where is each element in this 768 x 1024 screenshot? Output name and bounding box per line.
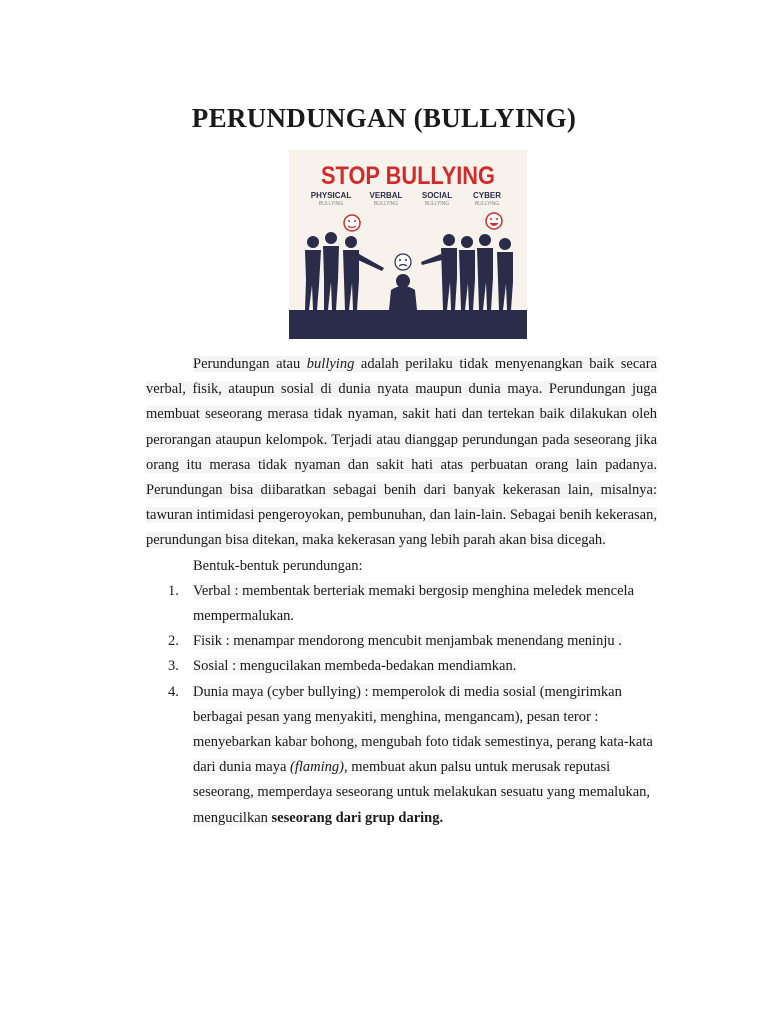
list-item-text: Fisik : menampar mendorong mencubit menjambak menendang meninju . bbox=[193, 633, 622, 650]
intro-italic-term: bullying bbox=[306, 356, 355, 372]
poster-category-cyber: CYBER bbox=[472, 191, 502, 200]
poster-category-verbal-sub: BULLYING bbox=[373, 201, 399, 207]
poster-category-social: SOCIAL bbox=[421, 191, 453, 200]
angry-face-icon bbox=[344, 215, 360, 231]
poster-category-physical: PHYSICAL bbox=[310, 191, 352, 200]
poster-ground bbox=[289, 310, 527, 339]
list-item-number: 1. bbox=[168, 582, 179, 599]
poster-category-social-sub: BULLYING bbox=[424, 201, 450, 207]
list-item bbox=[146, 629, 657, 654]
forms-list bbox=[146, 579, 657, 831]
list-item bbox=[146, 654, 657, 679]
list-item-italic: (flaming) bbox=[290, 759, 345, 776]
list-item bbox=[146, 579, 657, 629]
intro-paragraph bbox=[146, 352, 657, 554]
poster-category-verbal: VERBAL bbox=[369, 191, 403, 200]
list-item-number: 2. bbox=[168, 633, 179, 650]
document-body bbox=[146, 352, 657, 831]
stop-bullying-poster bbox=[289, 150, 527, 339]
sad-face-icon bbox=[395, 254, 411, 270]
list-item-number: 3. bbox=[168, 658, 179, 675]
forms-intro: Bentuk-bentuk perundungan: bbox=[193, 557, 363, 574]
poster-category-physical-sub: BULLYING bbox=[318, 201, 344, 207]
list-item bbox=[146, 680, 657, 831]
poster-heading: STOP BULLYING bbox=[321, 162, 495, 190]
list-item-bold: seseorang dari grup daring. bbox=[271, 809, 444, 826]
list-item-text: Verbal : membentak berteriak memaki bergosip menghina meledek mencela mempermalukan. bbox=[193, 582, 635, 625]
list-item-text-cont: , membuat akun palsu untuk merusak reputasi seseorang, memperdaya seseorang untuk melakukan sesuatu yang memalukan, mengucilkan bbox=[193, 759, 651, 826]
page-title: PERUNDUNGAN (BULLYING) bbox=[191, 103, 577, 133]
list-item-text: Dunia maya (cyber bullying) : memperolok di media sosial (mengirimkan berbagai pesan yang menyakiti, menghina, mengancam), pesan teror : menyebarkan kabar bohong, mengubah foto tidak semestinya, perang kata-kata dari dunia maya bbox=[193, 683, 653, 776]
list-item-text: Sosial : mengucilakan membeda-bedakan mendiamkan. bbox=[193, 658, 517, 675]
list-item-number: 4. bbox=[168, 683, 179, 700]
intro-text-start: Perundungan atau bbox=[193, 356, 307, 372]
poster-category-cyber-sub: BULLYING bbox=[474, 201, 500, 207]
intro-text-rest: adalah perilaku tidak menyenangkan baik secara verbal, fisik, ataupun sosial di dunia nyata maupun dunia maya. Perundungan juga membuat seseorang merasa tidak nyaman, sakit hati dan tertekan baik dilakukan oleh perorangan ataupun kelompok. Terjadi atau dianggap perundungan pada seseorang jika orang itu merasa tidak nyaman dan sakit hati atas perbuatan orang lain padanya. Perundungan bisa diibaratkan sebagai benih dari banyak kekerasan lain, misalnya: tawuran intimidasi pengeroyokan, pembunuhan, dan lain-lain. Sebagai benih kekerasan, perundungan bisa ditekan, maka kekerasan yang lebih parah akan bisa dicegah. bbox=[146, 356, 657, 549]
laughing-face-icon bbox=[486, 213, 502, 229]
